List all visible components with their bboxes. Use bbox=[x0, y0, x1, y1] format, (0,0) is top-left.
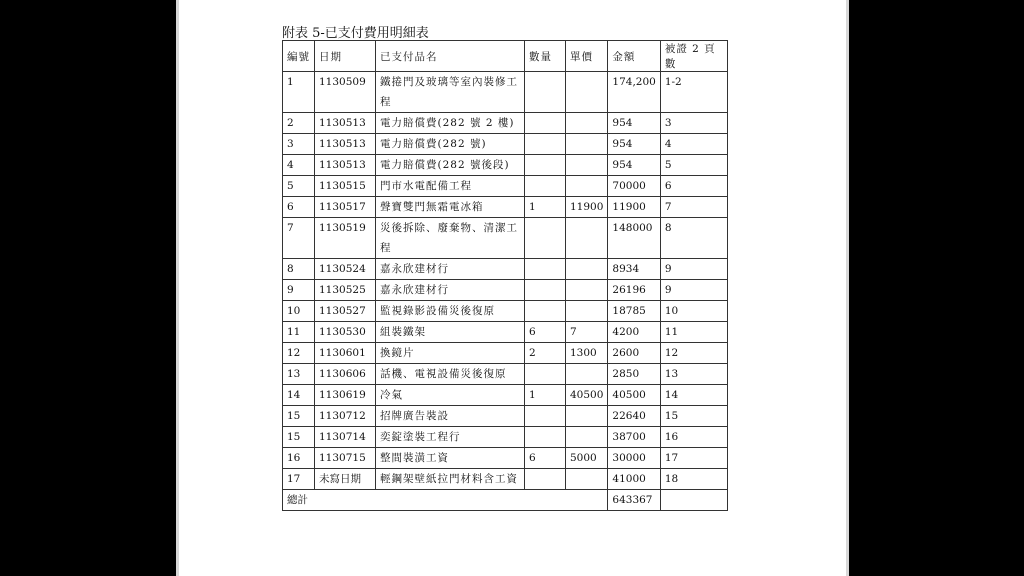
header-date: 日期 bbox=[315, 41, 376, 72]
cell-item: 災後拆除、廢棄物、清潔工程 bbox=[376, 218, 525, 259]
cell-no: 15 bbox=[283, 406, 315, 427]
table-row bbox=[283, 155, 728, 176]
header-price: 單價 bbox=[566, 41, 608, 72]
cell-pages: 4 bbox=[660, 134, 727, 155]
table-row bbox=[283, 280, 728, 301]
cell-date: 1130530 bbox=[315, 322, 376, 343]
cell-pages: 12 bbox=[660, 343, 727, 364]
cell-pages: 11 bbox=[660, 322, 727, 343]
table-row bbox=[283, 469, 728, 490]
table-row bbox=[283, 197, 728, 218]
cell-no: 15 bbox=[283, 427, 315, 448]
cell-price bbox=[566, 280, 608, 301]
cell-pages: 17 bbox=[660, 448, 727, 469]
header-row bbox=[283, 41, 728, 72]
cell-date: 1130714 bbox=[315, 427, 376, 448]
header-qty: 數量 bbox=[525, 41, 566, 72]
cell-price bbox=[566, 364, 608, 385]
cell-date: 1130525 bbox=[315, 280, 376, 301]
cell-amount: 26196 bbox=[608, 280, 660, 301]
cell-pages: 8 bbox=[660, 218, 727, 259]
cell-item: 鐵捲門及玻璃等室內裝修工程 bbox=[376, 72, 525, 113]
cell-amount: 174,200 bbox=[608, 72, 660, 113]
header-item: 已支付品名 bbox=[376, 41, 525, 72]
table-footer bbox=[283, 490, 728, 511]
cell-item: 電力賠償費(282 號 2 樓) bbox=[376, 113, 525, 134]
cell-item: 聲寶雙門無霜電冰箱 bbox=[376, 197, 525, 218]
cell-amount: 954 bbox=[608, 134, 660, 155]
cell-date: 1130524 bbox=[315, 259, 376, 280]
cell-pages: 3 bbox=[660, 113, 727, 134]
cell-date: 1130517 bbox=[315, 197, 376, 218]
cell-amount: 4200 bbox=[608, 322, 660, 343]
table-row bbox=[283, 134, 728, 155]
cell-price: 11900 bbox=[566, 197, 608, 218]
cell-date: 1130712 bbox=[315, 406, 376, 427]
cell-amount: 38700 bbox=[608, 427, 660, 448]
cell-item: 門市水電配備工程 bbox=[376, 176, 525, 197]
cell-date: 1130513 bbox=[315, 155, 376, 176]
cell-price bbox=[566, 72, 608, 113]
cell-item: 電力賠償費(282 號後段) bbox=[376, 155, 525, 176]
cell-pages: 13 bbox=[660, 364, 727, 385]
cell-no: 5 bbox=[283, 176, 315, 197]
cell-price bbox=[566, 406, 608, 427]
table-row bbox=[283, 176, 728, 197]
cell-amount: 41000 bbox=[608, 469, 660, 490]
cell-item: 嘉永欣建材行 bbox=[376, 259, 525, 280]
cell-item: 話機、電視設備災後復原 bbox=[376, 364, 525, 385]
cell-no: 11 bbox=[283, 322, 315, 343]
cell-pages: 6 bbox=[660, 176, 727, 197]
cell-qty: 6 bbox=[525, 448, 566, 469]
cell-date: 1130509 bbox=[315, 72, 376, 113]
document-page bbox=[179, 0, 846, 576]
cell-qty: 1 bbox=[525, 197, 566, 218]
table-row bbox=[283, 343, 728, 364]
cell-pages: 10 bbox=[660, 301, 727, 322]
cell-item: 輕鋼架壁紙拉門材料含工資 bbox=[376, 469, 525, 490]
total-amount: 643367 bbox=[608, 490, 660, 511]
cell-no: 3 bbox=[283, 134, 315, 155]
cell-no: 9 bbox=[283, 280, 315, 301]
table-row bbox=[283, 406, 728, 427]
cell-date: 1130619 bbox=[315, 385, 376, 406]
cell-item: 嘉永欣建材行 bbox=[376, 280, 525, 301]
cell-amount: 70000 bbox=[608, 176, 660, 197]
cell-no: 12 bbox=[283, 343, 315, 364]
total-pages bbox=[660, 490, 727, 511]
cell-item: 組裝鐵架 bbox=[376, 322, 525, 343]
cell-date: 1130513 bbox=[315, 134, 376, 155]
cell-item: 冷氣 bbox=[376, 385, 525, 406]
cell-item: 監視錄影設備災後復原 bbox=[376, 301, 525, 322]
table-row bbox=[283, 218, 728, 259]
cell-qty: 1 bbox=[525, 385, 566, 406]
cell-amount: 40500 bbox=[608, 385, 660, 406]
cell-price: 7 bbox=[566, 322, 608, 343]
cell-no: 1 bbox=[283, 72, 315, 113]
cell-no: 8 bbox=[283, 259, 315, 280]
table-header bbox=[283, 41, 728, 72]
cell-amount: 30000 bbox=[608, 448, 660, 469]
header-pages: 被證 2 頁數 bbox=[660, 41, 727, 72]
cell-qty bbox=[525, 280, 566, 301]
table-row bbox=[283, 322, 728, 343]
cell-qty: 6 bbox=[525, 322, 566, 343]
cell-pages: 1-2 bbox=[660, 72, 727, 113]
cell-amount: 954 bbox=[608, 113, 660, 134]
expense-table bbox=[282, 40, 728, 511]
cell-pages: 18 bbox=[660, 469, 727, 490]
cell-qty bbox=[525, 259, 566, 280]
cell-qty bbox=[525, 72, 566, 113]
cell-item: 招牌廣告裝設 bbox=[376, 406, 525, 427]
table-row bbox=[283, 259, 728, 280]
cell-price bbox=[566, 301, 608, 322]
cell-price: 40500 bbox=[566, 385, 608, 406]
table-row bbox=[283, 448, 728, 469]
cell-pages: 7 bbox=[660, 197, 727, 218]
cell-qty bbox=[525, 469, 566, 490]
cell-amount: 22640 bbox=[608, 406, 660, 427]
cell-price: 1300 bbox=[566, 343, 608, 364]
cell-amount: 148000 bbox=[608, 218, 660, 259]
cell-price bbox=[566, 259, 608, 280]
cell-price bbox=[566, 218, 608, 259]
cell-no: 17 bbox=[283, 469, 315, 490]
table-row bbox=[283, 113, 728, 134]
cell-amount: 2600 bbox=[608, 343, 660, 364]
cell-qty: 2 bbox=[525, 343, 566, 364]
table-row bbox=[283, 301, 728, 322]
cell-amount: 954 bbox=[608, 155, 660, 176]
cell-amount: 11900 bbox=[608, 197, 660, 218]
cell-qty bbox=[525, 364, 566, 385]
cell-date: 1130715 bbox=[315, 448, 376, 469]
cell-qty bbox=[525, 301, 566, 322]
cell-date: 1130606 bbox=[315, 364, 376, 385]
table-row bbox=[283, 427, 728, 448]
cell-amount: 2850 bbox=[608, 364, 660, 385]
cell-no: 13 bbox=[283, 364, 315, 385]
cell-date: 1130519 bbox=[315, 218, 376, 259]
cell-qty bbox=[525, 155, 566, 176]
table-row bbox=[283, 364, 728, 385]
cell-date: 1130513 bbox=[315, 113, 376, 134]
cell-qty bbox=[525, 176, 566, 197]
cell-price bbox=[566, 113, 608, 134]
cell-pages: 14 bbox=[660, 385, 727, 406]
total-row bbox=[283, 490, 728, 511]
cell-price bbox=[566, 427, 608, 448]
cell-qty bbox=[525, 134, 566, 155]
cell-no: 10 bbox=[283, 301, 315, 322]
cell-amount: 18785 bbox=[608, 301, 660, 322]
cell-qty bbox=[525, 406, 566, 427]
cell-pages: 5 bbox=[660, 155, 727, 176]
cell-price bbox=[566, 469, 608, 490]
cell-qty bbox=[525, 218, 566, 259]
cell-pages: 9 bbox=[660, 259, 727, 280]
cell-pages: 15 bbox=[660, 406, 727, 427]
cell-price bbox=[566, 134, 608, 155]
table-body bbox=[283, 72, 728, 490]
header-no: 編號 bbox=[283, 41, 315, 72]
cell-date: 1130601 bbox=[315, 343, 376, 364]
total-label: 總計 bbox=[283, 490, 608, 511]
cell-no: 7 bbox=[283, 218, 315, 259]
table-row bbox=[283, 385, 728, 406]
cell-no: 14 bbox=[283, 385, 315, 406]
cell-price bbox=[566, 155, 608, 176]
cell-price bbox=[566, 176, 608, 197]
cell-price: 5000 bbox=[566, 448, 608, 469]
cell-date: 1130515 bbox=[315, 176, 376, 197]
table-row bbox=[283, 72, 728, 113]
page-right-edge bbox=[846, 0, 849, 576]
cell-date: 未寫日期 bbox=[315, 469, 376, 490]
cell-item: 奕錠塗裝工程行 bbox=[376, 427, 525, 448]
cell-no: 16 bbox=[283, 448, 315, 469]
cell-no: 6 bbox=[283, 197, 315, 218]
cell-item: 整間裝潢工資 bbox=[376, 448, 525, 469]
cell-qty bbox=[525, 113, 566, 134]
cell-no: 4 bbox=[283, 155, 315, 176]
header-amount: 金額 bbox=[608, 41, 660, 72]
cell-date: 1130527 bbox=[315, 301, 376, 322]
cell-item: 電力賠償費(282 號) bbox=[376, 134, 525, 155]
cell-item: 換鏡片 bbox=[376, 343, 525, 364]
cell-no: 2 bbox=[283, 113, 315, 134]
cell-qty bbox=[525, 427, 566, 448]
cell-pages: 16 bbox=[660, 427, 727, 448]
cell-pages: 9 bbox=[660, 280, 727, 301]
cell-amount: 8934 bbox=[608, 259, 660, 280]
document-title: 附表 5-已支付費用明細表 bbox=[282, 26, 429, 41]
